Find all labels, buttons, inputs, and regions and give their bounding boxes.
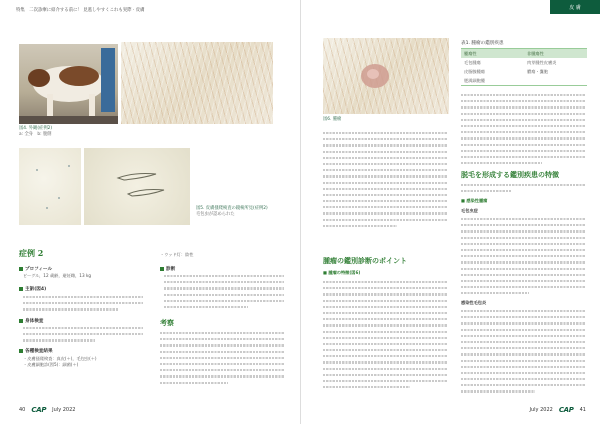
fig4-title: 図4. 外観(症例2) (19, 126, 53, 131)
table-row (461, 58, 587, 67)
table-cell: 膿瘍・嚢胞 (527, 68, 548, 74)
fig5-caption (196, 206, 288, 218)
table-row (461, 76, 587, 85)
case-title: 症例 2 (19, 248, 44, 258)
running-head: 特集 二次診療に紹介する前に！ 見逃しやすくこれも実際 · 皮膚 (16, 8, 145, 13)
section-differential-points: 腫瘤の鑑別診断のポイント (323, 256, 407, 265)
table-cell: 毛包腫瘍 (464, 59, 481, 65)
diagnosis-heading: 診断 (160, 266, 175, 272)
logo-left: CAP (31, 406, 47, 414)
mass-illustration (323, 38, 449, 114)
profile-heading: プロフィール (19, 266, 52, 272)
table-header-cell: 非腫瘍性 (527, 50, 544, 56)
folliculitis-body (461, 308, 585, 395)
page-number-left: 40 (19, 407, 26, 413)
tests-item-1: ・皮膚掻爬検査：真皮(＋)，毛包虫(＋) (23, 356, 97, 361)
demodicosis-heading: 毛包虫症 (461, 208, 478, 213)
issue-left: July 2022 (52, 407, 76, 413)
table-cell (524, 76, 587, 85)
fig6-caption: 図6. 腫瘤 (323, 117, 342, 122)
exam-body (23, 325, 143, 344)
fig5-photo-right (84, 148, 190, 225)
section-tab: 皮 膚 (550, 0, 600, 14)
demodex-illustration (84, 148, 190, 225)
table-cell: 肥満細胞腫 (464, 77, 485, 83)
dog-illustration (19, 44, 118, 124)
page-number-right: 41 (579, 407, 586, 413)
body-text-col2-top (461, 92, 585, 166)
discussion-title: 考察 (160, 318, 174, 327)
table-body (461, 48, 587, 86)
table-row (461, 67, 587, 76)
fig5-subtitle: 毛包虫が認められた (196, 212, 235, 217)
tests-item-2: ・皮膚細胞診(図5)：細菌(＋) (23, 362, 79, 367)
right-footer (530, 406, 586, 414)
folliculitis-heading: 感染性毛包炎 (461, 300, 487, 305)
mite-illustration (19, 148, 81, 225)
right-page (300, 0, 600, 424)
complaint-body (23, 294, 143, 313)
table-header-row (461, 49, 587, 58)
complaint-heading: 主訴(図4) (19, 286, 46, 292)
section2-subheading: ■ 感染性腫瘤 (461, 198, 488, 203)
fig4-caption (19, 126, 52, 138)
fig4-subtitle: a: 全身 b: 腹側 (19, 132, 52, 137)
discussion-body (160, 330, 284, 386)
fig6-photo (323, 38, 449, 114)
differential-table (461, 40, 587, 86)
section-hair-loss-features: 脱毛を形成する鑑別疾患の特徴 (461, 170, 559, 179)
section2-intro (461, 182, 585, 194)
issue-right: July 2022 (529, 407, 553, 413)
table-cell: 肉芽腫性皮膚炎 (527, 59, 557, 65)
left-footer (19, 406, 75, 414)
table-cell: 皮脂腺腫瘍 (464, 68, 485, 74)
body-text-col1-top (323, 130, 447, 229)
body-text-col1-bottom (323, 279, 447, 390)
wood-lamp-result: ・ウッド灯：陰性 (160, 252, 194, 257)
fig4-photo-b (121, 42, 273, 124)
logo-right: CAP (558, 406, 574, 414)
fig4-photo-a (19, 44, 118, 124)
fig5-photo-left (19, 148, 81, 225)
profile-text: ビーグル，12 歳齢，避妊雌，13 kg (23, 273, 92, 278)
diagnosis-body (164, 273, 284, 310)
table-header-cell: 腫瘍性 (464, 50, 477, 56)
tests-heading: 各種検査結果 (19, 348, 53, 354)
section1-subheading: ■ 腫瘤の特徴(図6) (323, 270, 361, 275)
table-title: 表1. 腫瘤の鑑別疾患 (461, 41, 504, 46)
exam-heading: 身体検査 (19, 318, 43, 324)
demodicosis-body (461, 216, 585, 296)
fig5-title: 図5. 皮膚搔爬検査の鏡検所見(症例2) (196, 206, 268, 211)
